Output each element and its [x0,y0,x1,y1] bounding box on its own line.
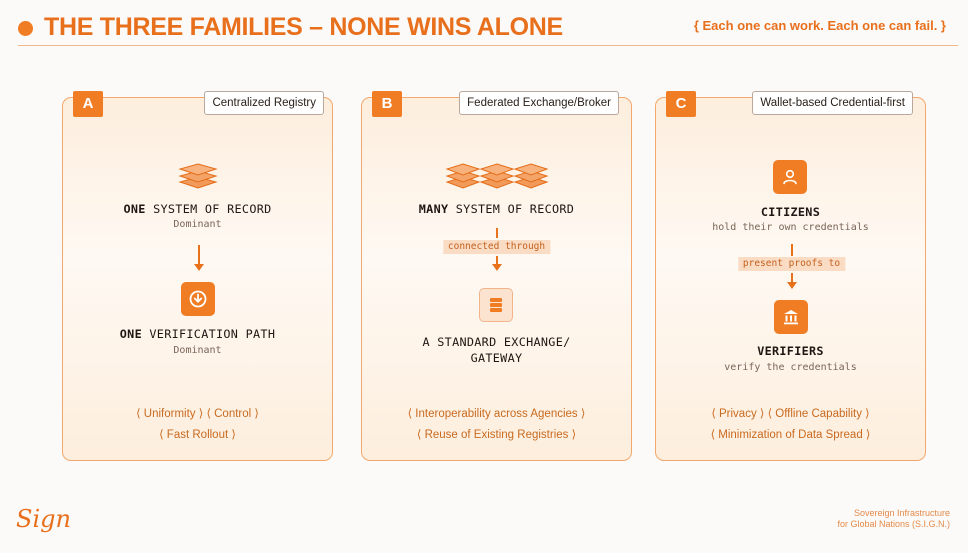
arrow-line [496,228,498,238]
sign-logo: Sign [16,505,71,533]
tags-line-2: ⟨ Reuse of Existing Registries ⟩ [416,429,577,441]
arrow-down-icon [787,282,797,289]
tags-line-1: ⟨ Privacy ⟩ ⟨ Offline Capability ⟩ [711,408,870,420]
tagline: { Each one can work. Each one can fail. } [693,18,946,33]
system-of-record-heading: ONE SYSTEM OF RECORD [123,202,272,216]
verifiers-subtitle: verify the credentials [724,362,857,373]
tags-line-2: ⟨ Fast Rollout ⟩ [159,429,236,441]
verification-path-heading: ONE VERIFICATION PATH [119,327,276,341]
layers-stack-icon [63,160,332,190]
many-systems-heading: MANY SYSTEM OF RECORD [418,202,575,216]
database-stack-icon [479,288,513,322]
tags-line-1: ⟨ Interoperability across Agencies ⟩ [407,408,586,420]
bank-building-icon [774,300,808,334]
card-letter-badge: C [666,91,696,117]
card-letter-badge: A [73,91,103,117]
footer-line-2: for Global Nations (S.I.G.N.) [837,519,950,529]
user-icon [773,160,807,194]
card-centralized-registry [62,97,333,461]
multiple-layer-stacks-icon [362,160,631,190]
card-federated-exchange [361,97,632,461]
card-letter-badge: B [372,91,402,117]
footer-line-1: Sovereign Infrastructure [853,508,950,518]
arrow-line [198,245,200,265]
card-label: Centralized Registry [204,91,324,115]
card-label: Wallet-based Credential-first [752,91,913,115]
exchange-gateway-heading-line1: A STANDARD EXCHANGE/ [422,335,571,349]
tags-line-2: ⟨ Minimization of Data Spread ⟩ [710,429,871,441]
dominant-label: Dominant [173,345,222,356]
page-title: THE THREE FAMILIES – NONE WINS ALONE [44,13,563,41]
exchange-gateway-heading-line2: GATEWAY [470,351,523,365]
verifiers-heading: VERIFIERS [757,344,824,358]
connector-label: present proofs to [738,257,845,271]
title-bullet-icon [18,21,33,36]
connector-label: connected through [443,240,550,254]
arrow-down-icon [194,264,204,271]
card-wallet-based [655,97,926,461]
citizens-subtitle: hold their own credentials [712,222,869,233]
arrow-down-icon [492,264,502,271]
dominant-label: Dominant [173,219,222,230]
card-label: Federated Exchange/Broker [459,91,619,115]
footer-text [837,508,950,530]
citizens-heading: CITIZENS [760,205,821,219]
tags-line-1: ⟨ Uniformity ⟩ ⟨ Control ⟩ [136,408,259,420]
download-circle-icon [181,282,215,316]
header [18,10,958,46]
arrow-line [791,244,793,256]
